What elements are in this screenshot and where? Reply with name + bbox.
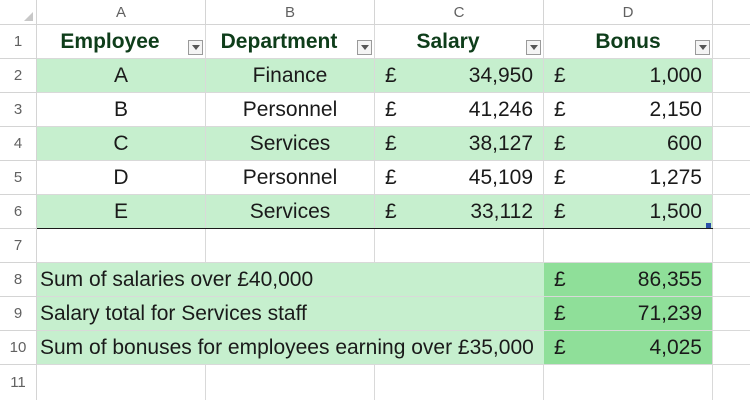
header-cell-bonus[interactable]: [544, 25, 713, 59]
currency-symbol: £: [385, 131, 397, 155]
employee-value: A: [113, 63, 128, 87]
header-department-label: Department: [220, 29, 338, 53]
row-header-9[interactable]: 9: [0, 297, 37, 331]
empty-cell[interactable]: [206, 229, 375, 263]
summary-label-text: Salary total for Services staff: [40, 301, 307, 325]
cell-bonus[interactable]: [544, 161, 713, 195]
salary-value: 45,109: [468, 165, 533, 189]
summary-value-text: 86,355: [637, 267, 702, 291]
cell-employee[interactable]: [37, 59, 206, 93]
summary-value-salaries-over-40000[interactable]: [544, 263, 713, 297]
employee-value: B: [113, 97, 128, 121]
cell-employee[interactable]: [37, 127, 206, 161]
currency-symbol: £: [385, 165, 397, 189]
cell-department[interactable]: [206, 59, 375, 93]
currency-symbol: £: [554, 267, 566, 291]
empty-cell[interactable]: [713, 127, 750, 161]
row-header-8[interactable]: 8: [0, 263, 37, 297]
empty-cell[interactable]: [713, 229, 750, 263]
row-header-3[interactable]: 3: [0, 93, 37, 127]
bonus-value: 2,150: [649, 97, 702, 121]
column-header-a[interactable]: A: [37, 0, 206, 25]
currency-symbol: £: [554, 165, 566, 189]
cell-department[interactable]: [206, 161, 375, 195]
bonus-value: 1,500: [649, 199, 702, 223]
filter-dropdown-icon[interactable]: [188, 40, 203, 55]
bonus-value: 1,275: [649, 165, 702, 189]
salary-value: 38,127: [468, 131, 533, 155]
empty-cell[interactable]: [375, 229, 544, 263]
empty-cell[interactable]: [544, 365, 713, 400]
currency-symbol: £: [554, 199, 566, 223]
cell-bonus[interactable]: [544, 127, 713, 161]
department-value: Finance: [252, 63, 328, 87]
summary-value-text: 4,025: [649, 335, 702, 359]
cell-salary[interactable]: [375, 93, 544, 127]
empty-cell[interactable]: [713, 161, 750, 195]
row-header-10[interactable]: 10: [0, 331, 37, 365]
currency-symbol: £: [554, 301, 566, 325]
cell-salary[interactable]: [375, 59, 544, 93]
empty-cell[interactable]: [713, 365, 750, 400]
summary-label-text: Sum of bonuses for employees earning over £35,000: [40, 335, 534, 359]
currency-symbol: £: [385, 199, 397, 223]
currency-symbol: £: [385, 97, 397, 121]
employee-value: E: [113, 199, 128, 223]
row-header-5[interactable]: 5: [0, 161, 37, 195]
select-all-corner[interactable]: [0, 0, 37, 25]
employee-value: D: [113, 165, 129, 189]
empty-cell[interactable]: [713, 297, 750, 331]
department-value: Personnel: [242, 165, 338, 189]
cell-employee[interactable]: [37, 161, 206, 195]
summary-label-bonuses-over-35000[interactable]: [37, 331, 544, 365]
employee-value: C: [113, 131, 129, 155]
department-value: Services: [249, 199, 331, 223]
cell-bonus[interactable]: [544, 195, 713, 229]
cell-department[interactable]: [206, 127, 375, 161]
salary-value: 33,112: [470, 199, 533, 223]
row-header-7[interactable]: 7: [0, 229, 37, 263]
empty-cell[interactable]: [37, 229, 206, 263]
currency-symbol: £: [385, 63, 397, 87]
cell-department[interactable]: [206, 93, 375, 127]
row-header-1[interactable]: 1: [0, 25, 37, 59]
department-value: Services: [249, 131, 331, 155]
summary-value-text: 71,239: [637, 301, 702, 325]
row-header-2[interactable]: 2: [0, 59, 37, 93]
row-header-11[interactable]: 11: [0, 365, 37, 400]
header-cell-department[interactable]: [206, 25, 375, 59]
header-cell-salary[interactable]: [375, 25, 544, 59]
currency-symbol: £: [554, 131, 566, 155]
bonus-value: 600: [666, 131, 702, 155]
table-bottom-border: [37, 228, 713, 229]
cell-bonus[interactable]: [544, 59, 713, 93]
empty-cell[interactable]: [37, 365, 206, 400]
summary-label-text: Sum of salaries over £40,000: [40, 267, 314, 291]
header-salary-label: Salary: [416, 29, 480, 53]
empty-cell[interactable]: [713, 331, 750, 365]
cell-salary[interactable]: [375, 127, 544, 161]
summary-label-salaries-over-40000[interactable]: [37, 263, 544, 297]
cell-employee[interactable]: [37, 93, 206, 127]
currency-symbol: £: [554, 97, 566, 121]
filter-dropdown-icon[interactable]: [357, 40, 372, 55]
cell-bonus[interactable]: [544, 93, 713, 127]
summary-label-services-salary-total[interactable]: [37, 297, 544, 331]
empty-cell[interactable]: [375, 365, 544, 400]
cell-department[interactable]: [206, 195, 375, 229]
cell-employee[interactable]: [37, 195, 206, 229]
summary-value-services-salary-total[interactable]: [544, 297, 713, 331]
cell-salary[interactable]: [375, 195, 544, 229]
salary-value: 41,246: [468, 97, 533, 121]
empty-cell[interactable]: [544, 229, 713, 263]
header-employee-label: Employee: [60, 29, 160, 53]
department-value: Personnel: [242, 97, 338, 121]
filter-dropdown-icon[interactable]: [695, 40, 710, 55]
currency-symbol: £: [554, 335, 566, 359]
empty-cell[interactable]: [713, 25, 750, 59]
empty-cell[interactable]: [713, 93, 750, 127]
table-resize-handle[interactable]: [706, 223, 711, 228]
row-header-6[interactable]: 6: [0, 195, 37, 229]
empty-cell[interactable]: [713, 59, 750, 93]
bonus-value: 1,000: [649, 63, 702, 87]
column-header-e-partial[interactable]: [713, 0, 750, 25]
column-header-d[interactable]: D: [544, 0, 713, 25]
column-header-c[interactable]: C: [375, 0, 544, 25]
column-header-b[interactable]: B: [206, 0, 375, 25]
row-header-4[interactable]: 4: [0, 127, 37, 161]
empty-cell[interactable]: [713, 195, 750, 229]
header-cell-employee[interactable]: [37, 25, 206, 59]
summary-value-bonuses-over-35000[interactable]: [544, 331, 713, 365]
currency-symbol: £: [554, 63, 566, 87]
header-bonus-label: Bonus: [595, 29, 661, 53]
salary-value: 34,950: [468, 63, 533, 87]
empty-cell[interactable]: [206, 365, 375, 400]
empty-cell[interactable]: [713, 263, 750, 297]
filter-dropdown-icon[interactable]: [526, 40, 541, 55]
cell-salary[interactable]: [375, 161, 544, 195]
